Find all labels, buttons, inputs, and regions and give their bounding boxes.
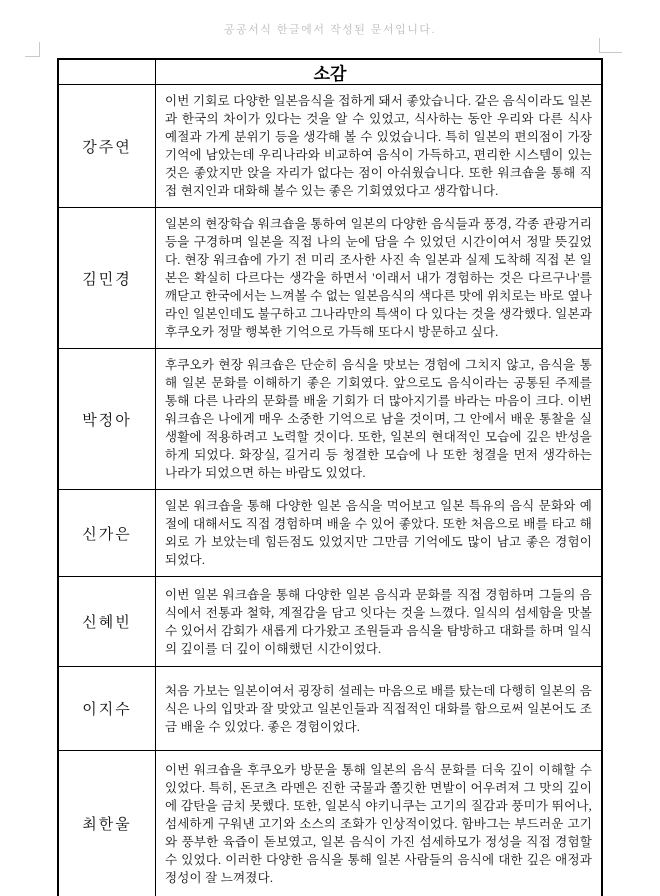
student-comment-cell <box>156 751 601 896</box>
table-row <box>59 85 601 208</box>
student-name-cell <box>59 349 156 489</box>
student-comment-cell <box>156 349 601 489</box>
student-name-cell <box>59 490 156 576</box>
student-name-cell <box>59 667 156 750</box>
student-comment-cell <box>156 577 601 666</box>
table-header-label: 소감 <box>313 64 347 84</box>
table-row <box>59 751 601 896</box>
table-row <box>59 208 601 349</box>
table-header-row <box>59 60 601 85</box>
student-name-cell <box>59 208 156 348</box>
student-comment: 이번 일본 워크숍을 통해 다양한 일본 음식과 문화를 직접 경험하며 그들의 음식에서 전통과 철학, 계절감을 담고 잇다는 것을 느꼈다. 일식의 섬세함을 맛볼 수 있어서 감회가 새롭게 다가왔고 조원들과 음식을 탐방하고 대화를 하며 일식의 깊이를 더 깊이 이해했던 시간이었다. <box>165 587 592 656</box>
student-comment-cell <box>156 208 601 348</box>
template-watermark-text: 공공서식 한글에서 작성된 문서입니다. <box>223 24 437 36</box>
student-name: 김민경 <box>82 271 132 288</box>
comments-table <box>57 58 603 896</box>
student-comment-cell <box>156 85 601 207</box>
table-row <box>59 490 601 577</box>
student-comment: 이번 기회로 다양한 일본음식을 접하게 돼서 좋았습니다. 같은 음식이라도 일본과 한국의 차이가 있다는 것을 알 수 있었고, 식사하는 동안 우리와 다른 식사 예절과 가게 분위기 등을 생각해 볼 수 있었습니다. 특히 일본의 편의점이 가장 기억에 남았는데 우리나라와 비교하여 음식이 가득하고, 편리한 시스템이 있는 것은 좋았지만 앉을 자리가 없다는 점이 아쉬웠습니다. 또한 워크숍을 통해 직접 현지인과 대화해 볼수 있는 좋은 기회였었다고 생각합니다. <box>165 94 592 198</box>
table-row <box>59 667 601 751</box>
student-name: 박정아 <box>82 412 132 429</box>
student-name-cell <box>59 751 156 896</box>
crop-mark-top-left <box>25 42 40 57</box>
student-comment: 후쿠오카 현장 워크숍은 단순히 음식을 맛보는 경험에 그치지 않고, 음식을 통해 일본 문화를 이해하기 좋은 기회였다. 앞으로도 음식이라는 공통된 주제를 통해 다른 나라의 문화를 배울 기회가 더 많아지기를 바라는 마음이 크다. 이번 워크숍은 나에게 매우 소중한 기억으로 남을 것이며, 그 안에서 배운 통찰을 실생활에 적용하려고 노력할 것이다. 또한, 일본의 현대적인 모습에 깊은 반성을 하게 되었다. 화장실, 길거리 등 청결한 모습에 나 또한 청결을 먼저 생각하는 나라가 되었으면 하는 바람도 있었다. <box>165 358 592 480</box>
student-comment-cell <box>156 667 601 750</box>
student-name: 신가은 <box>82 526 132 543</box>
student-name: 신혜빈 <box>82 615 132 631</box>
student-name-cell <box>59 577 156 666</box>
table-body <box>59 85 601 896</box>
student-name: 최한울 <box>82 817 132 833</box>
student-name-cell <box>59 85 156 207</box>
student-name: 이지수 <box>82 702 132 718</box>
student-comment: 이번 워크숍을 후쿠오카 방문을 통해 일본의 음식 문화를 더욱 깊이 이해할 수 있었다. 특히, 돈코츠 라멘은 진한 국물과 쫄깃한 면발이 어우려져 그 맛의 깊이에 감탄을 금치 못했다. 또한, 일본식 야키니쿠는 고기의 질감과 풍미가 뛰어나, 섬세하게 구워낸 고기와 소스의 조화가 인상적이었다. 함바그는 부드러운 고기와 풍부한 육즙이 돋보였고, 일본 음식이 가진 섬세하모가 정성을 직접 경험할 수 있었다. 이러한 다양한 음식을 통해 일본 사람들의 음식에 대한 깊은 애정과 정성이 잘 느껴졌다. <box>165 762 592 885</box>
table-row <box>59 577 601 667</box>
student-comment: 일본의 현장학습 워크숍을 통하여 일본의 다양한 음식들과 풍경, 각종 관광거리 등을 구경하며 일본을 직접 나의 눈에 담을 수 있었던 시간이여서 정말 뜻깊었다. 현장 워크숍에 가기 전 미리 조사한 사진 속 일본과 실제 도착해 직접 본 일본은 확실히 다르다는 생각을 하면서 '이래서 내가 경험하는 것은 다르구나'를 깨닫고 한국에서는 느껴볼 수 없는 일본음식의 색다른 맛에 위치로는 바로 옆나라인 일본인데도 불구하고 그나라만의 특색이 다 있다는 것을 생각했다. 일본과 후쿠오카 정말 행복한 기억으로 가득해 또다시 방문하고 싶다. <box>165 217 592 339</box>
student-comment-cell <box>156 490 601 576</box>
crop-mark-top-right <box>599 38 622 53</box>
table-row <box>59 349 601 490</box>
student-comment: 일본 워크숍을 통해 다양한 일본 음식을 먹어보고 일본 특유의 음식 문화와 예절에 대해서도 직접 경험하며 배울 수 있어 좋았다. 또한 처음으로 배를 타고 해외로 가 보았는데 힘든점도 있었지만 그만큼 기억에도 많이 남고 좋은 경험이 되었다. <box>165 499 592 567</box>
student-comment: 처음 가보는 일본이여서 굉장히 설레는 마음으로 배를 탔는데 다행히 일본의 음식은 나의 입맛과 잘 맞았고 일본인들과 직접적인 대화를 함으로써 일본어도 조금 배울 수 있었다. 좋은 경험이었다. <box>165 683 592 734</box>
student-name: 강주연 <box>82 139 132 156</box>
